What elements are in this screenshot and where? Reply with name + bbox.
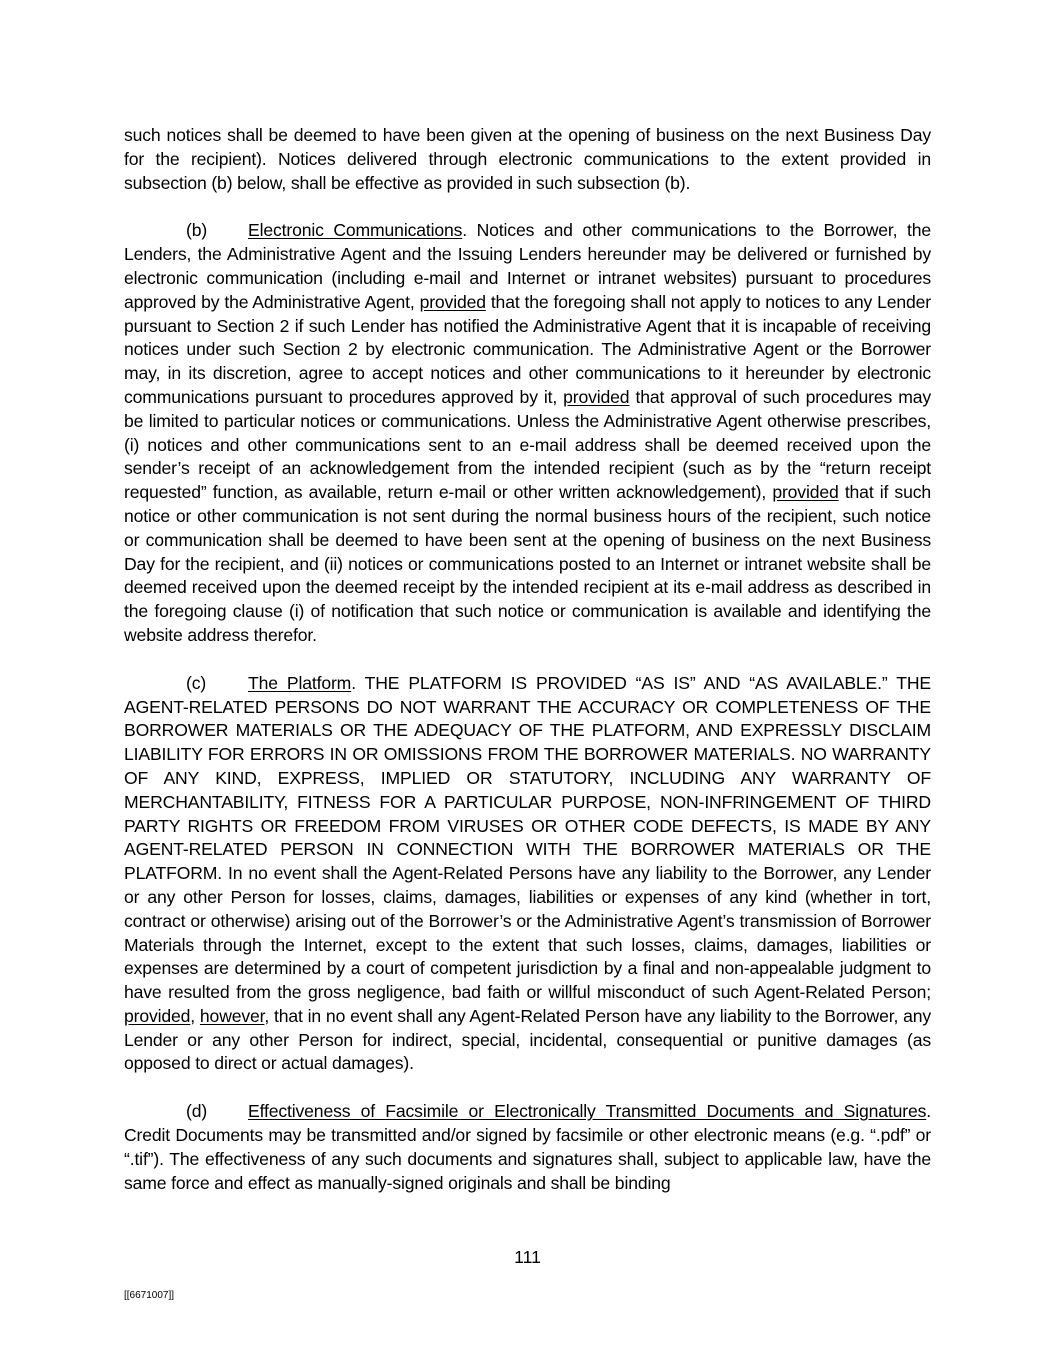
intro-paragraph-text: such notices shall be deemed to have been given at the opening of business on the next Business Day for the recipient). Notices delivered through electronic communications to the extent provided in subsection (b) below, shall be effective as provided in such subsection (b). <box>124 125 931 193</box>
section-b-text-4: that if such notice or other communication is not sent during the normal business hours of the recipient, such notice or communication shall be deemed to have been sent at the opening of business on the next Business Day for the recipient, and (ii) notices or communications posted to an Internet or intranet website shall be deemed received upon the deemed receipt by the intended recipient at its e-mail address as described in the foregoing clause (i) of notification that such notice or communication is available and identifying the website address therefor. <box>124 482 931 645</box>
section-b-paragraph <box>124 219 931 647</box>
document-id: [[6671007]] <box>124 1290 175 1301</box>
section-c-text-2: , that in no event shall any Agent-Related Person have any liability to the Borrower, any Lender or any other Person for indirect, special, incidental, consequential or punitive damages (as opposed to direct or actual damages). <box>124 1005 931 1074</box>
section-b-text-1: . Notices and other communications to the Borrower, the Lenders, the Administrative Agent and the Issuing Lenders hereunder may be delivered or furnished by electronic communication (including e-mail and Internet or intranet websites) pursuant to procedures approved by the Administrative Agent, <box>124 220 932 312</box>
section-b-text-3: that approval of such procedures may be limited to particular notices or communications. Unless the Administrative Agent otherwise prescribes, (i) notices and other communications sent to an e-mail address shall be deemed received upon the sender’s receipt of an acknowledgement from the intended recipient (such as by the “return receipt requested” function, as available, return e-mail or other written acknowledgement), <box>124 386 931 503</box>
section-c-provided: provided <box>124 1005 191 1026</box>
section-c-however: however <box>199 1005 265 1026</box>
section-c-heading: The Platform <box>248 672 352 693</box>
section-d-label: (d) <box>186 1101 208 1122</box>
section-c-comma: , <box>190 1005 200 1026</box>
document-body <box>124 124 931 1219</box>
section-b-heading: Electronic Communications <box>248 220 463 241</box>
section-c-text-1: . THE PLATFORM IS PROVIDED “AS IS” AND “AS AVAILABLE.” THE AGENT-RELATED PERSONS DO NOT WARRANT THE ACCURACY OR COMPLETENESS OF THE BORROWER MATERIALS OR THE ADEQUACY OF THE PLATFORM, AND EXPRESSLY DISCLAIM LIABILITY FOR ERRORS IN OR OMISSIONS FROM THE BORROWER MATERIALS. NO WARRANTY OF ANY KIND, EXPRESS, IMPLIED OR STATUTORY, INCLUDING ANY WARRANTY OF MERCHANTABILITY, FITNESS FOR A PARTICULAR PURPOSE, NON-INFRINGEMENT OF THIRD PARTY RIGHTS OR FREEDOM FROM VIRUSES OR OTHER CODE DEFECTS, IS MADE BY ANY AGENT-RELATED PERSON IN CONNECTION WITH THE BORROWER MATERIALS OR THE PLATFORM. In no event shall the Agent-Related Persons have any liability to the Borrower, any Lender or any other Person for losses, claims, damages, liabilities or expenses of any kind (whether in tort, contract or otherwise) arising out of the Borrower’s or the Administrative Agent’s transmission of Borrower Materials through the Internet, except to the extent that such losses, claims, damages, liabilities or expenses are determined by a court of competent jurisdiction by a final and non-appealable judgment to have resulted from the gross negligence, bad faith or willful misconduct of such Agent-Related Person; <box>124 672 931 1003</box>
section-b-provided-1: provided <box>419 291 486 312</box>
section-d-heading: Effectiveness of Facsimile or Electronically Transmitted Documents and Signatures <box>248 1101 927 1122</box>
section-d-paragraph <box>124 1100 931 1195</box>
section-c-paragraph <box>124 672 931 1077</box>
section-b-provided-3: provided <box>772 482 839 503</box>
section-d-text-1: . Credit Documents may be transmitted and/or signed by facsimile or other electronic means (e.g. “.pdf” or “.tif”). The effectiveness of any such documents and signatures shall, subject to applicable law, have the same force and effect as manually-signed originals and shall be binding <box>124 1101 931 1193</box>
section-b-label: (b) <box>186 220 208 241</box>
section-c-label: (c) <box>186 672 207 693</box>
page-number: 111 <box>514 1247 541 1267</box>
intro-paragraph <box>124 124 931 195</box>
section-b-provided-2: provided <box>563 386 630 407</box>
section-b-text-2: that the foregoing shall not apply to notices to any Lender pursuant to Section 2 if such Lender has notified the Administrative Agent that it is incapable of receiving notices under such Section 2 by electronic communication. The Administrative Agent or the Borrower may, in its discretion, agree to accept notices and other communications to it hereunder by electronic communications pursuant to procedures approved by it, <box>124 291 931 407</box>
